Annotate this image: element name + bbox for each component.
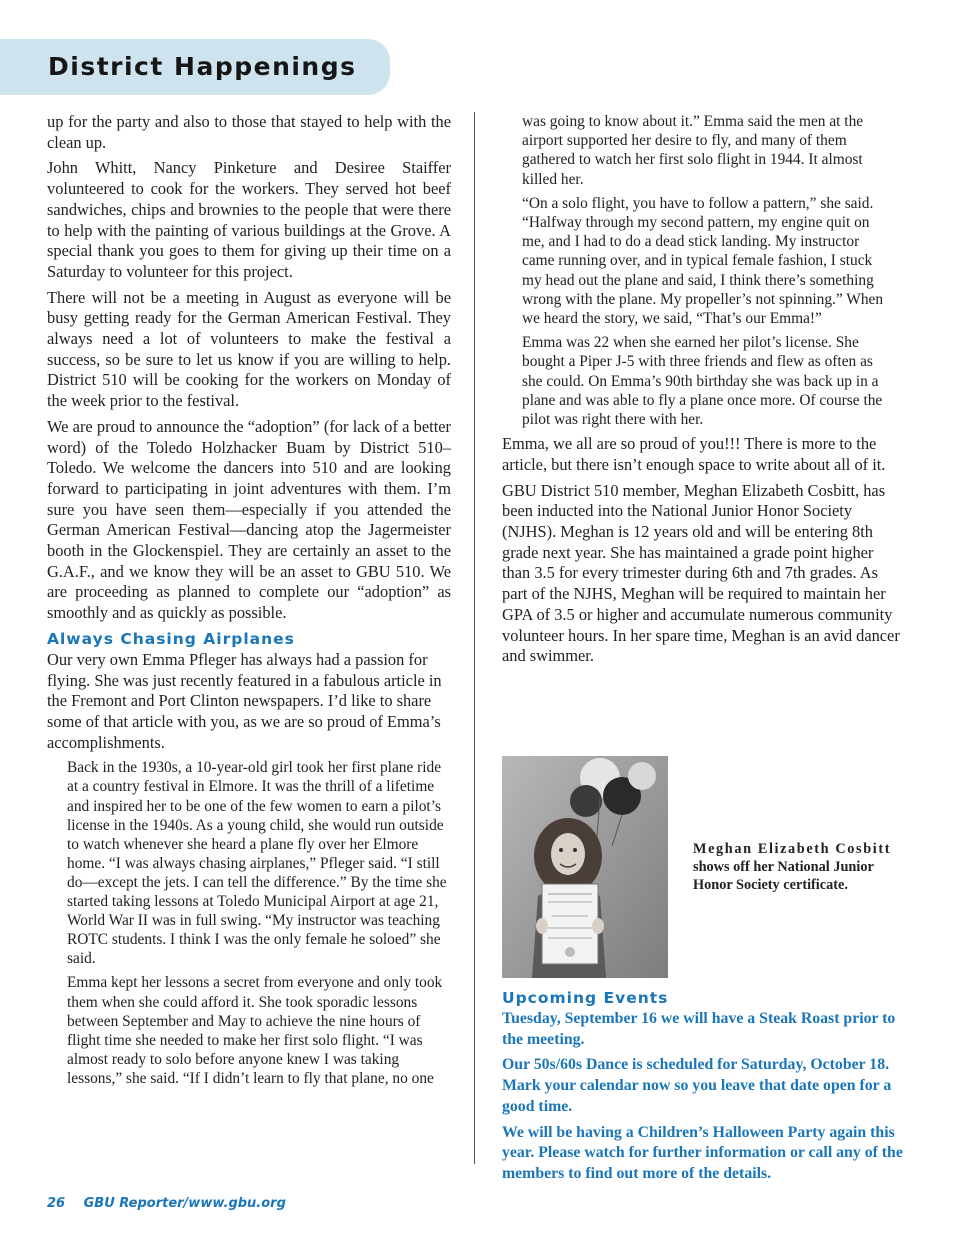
column-divider [474, 112, 475, 1164]
article-paragraph: We are proud to announce the “adoption” (for lack of a better word) of the Toledo Holzhacker Buam by District 510–Toledo. We welcome the dancers into 510 and are looking forward to participating in joint adventures with them. I’m sure you have seen them—especially if you attended the German American Festival—dancing atop the Jagermeister booth in the Glockenspiel. They are certainly an asset to the G.A.F., and we know they will be an asset to GBU 510. We are proceeding as planned to complete our “adoption” as smoothly and as quickly as possible. [47, 416, 451, 623]
article-paragraph: There will not be a meeting in August as everyone will be busy getting ready for the German American Festival. They always need a lot of volunteers to make the festival a success, so be sure to let us know if you are willing to help. District 510 will be cooking for the workers on Monday of the week prior to the festival. [47, 287, 451, 411]
publication-name: GBU Reporter/www.gbu.org [83, 1196, 286, 1211]
article-paragraph: GBU District 510 member, Meghan Elizabeth Cosbitt, has been inducted into the National Junior Honor Society (NJHS). Meghan is 12 years old and will be entering 8th grade next year. She has maintained a grade point higher than 3.5 for every trimester during 6th and 7th grades. As part of the NJHS, Meghan will be required to maintain her GPA of 3.5 or higher and accumulate numerous community volunteer hours. In her spare time, Meghan is an avid dancer and swimmer. [502, 480, 900, 666]
page-footer [47, 1196, 286, 1211]
section-heading-airplanes: Always Chasing Airplanes [47, 629, 295, 648]
page-title: District Happenings [48, 52, 357, 81]
quoted-paragraph: “On a solo flight, you have to follow a pattern,” she said. “Halfway through my second pattern, my engine quit on me, and I had to do a dead stick landing. My instructor came running over, and in typical female fashion, I stuck my head out the plane and said, I think there’s something wrong with the plane. My propeller’s not spinning.” When we heard the story, we said, “That’s our Emma!” [522, 194, 884, 328]
quoted-paragraph: Back in the 1930s, a 10-year-old girl took her first plane ride at a country festival in Elmore. It was the thrill of a lifetime and inspired her to be one of the few women to earn a pilot’s license in the 1940s. As a young child, she would run outside to watch whenever she heard a plane fly over her Elmore home. “I was always chasing airplanes,” Pfleger said. “I still do—except the jets. I can tell the difference.” By the time she started taking lessons at Toledo Municipal Airport at age 21, World War II was in full swing. “My instructor was teaching ROTC students. I think I was the only female he soloed” she said. [67, 759, 447, 968]
quoted-paragraph: Emma kept her lessons a secret from everyone and only took them when she could afford it. She took sporadic lessons between September and May to achieve the nine hours of flight time she needed to make her first solo flight. “I was almost ready to solo before anyone knew I was taking lessons,” she said. “If I didn’t learn to fly that plane, no one [67, 974, 443, 1087]
article-paragraph: Our very own Emma Pfleger has always had a passion for flying. She was just recently featured in a fabulous article in the Fremont and Port Clinton newspapers. I’d like to share some of that article with you, as we are so proud of Emma’s accomplishments. [47, 649, 442, 752]
event-item: Tuesday, September 16 we will have a Steak Roast prior to the meeting. [502, 1010, 896, 1048]
meghan-photo [502, 756, 668, 978]
left-column [47, 112, 451, 1093]
photo-caption [693, 840, 903, 894]
upcoming-events [502, 985, 904, 1190]
article-paragraph: John Whitt, Nancy Pinketure and Desiree Staiffer volunteered to cook for the workers. They served hot beef sandwiches, chips and brownies to the people that were there to help with the painting of various buildings at the Grove. A special thank you goes to them for giving up their time on a Saturday to volunteer for this project. [47, 158, 451, 281]
event-item: We will be having a Children’s Halloween Party again this year. Please watch for further information or call any of the members to find out more of the details. [502, 1123, 903, 1182]
quoted-paragraph: was going to know about it.” Emma said the men at the airport supported her desire to fly, and many of them gathered to watch her first solo flight in 1944. It almost killed her. [522, 113, 864, 188]
section-heading-events: Upcoming Events [502, 989, 669, 1007]
page-number: 26 [47, 1196, 66, 1211]
caption-line: shows off her National Junior [693, 859, 874, 875]
article-paragraph: Emma, we all are so proud of you!!! There is more to the article, but there isn’t enough space to write about all of it. [502, 434, 886, 474]
caption-line: Meghan Elizabeth Cosbitt [693, 841, 892, 857]
article-paragraph: up for the party and also to those that stayed to help with the clean up. [47, 112, 451, 152]
caption-line: Honor Society certificate. [693, 877, 848, 893]
quoted-paragraph: Emma was 22 when she earned her pilot’s license. She bought a Piper J-5 with three friends and flew as often as she could. On Emma’s 90th birthday she was back up in a plane and was able to fly a plane once more. Of course the pilot was right there with her. [522, 334, 883, 429]
event-item: Our 50s/60s Dance is scheduled for Saturday, October 18. Mark your calendar now so you leave that date open for a good time. [502, 1056, 892, 1115]
right-column [502, 112, 904, 672]
